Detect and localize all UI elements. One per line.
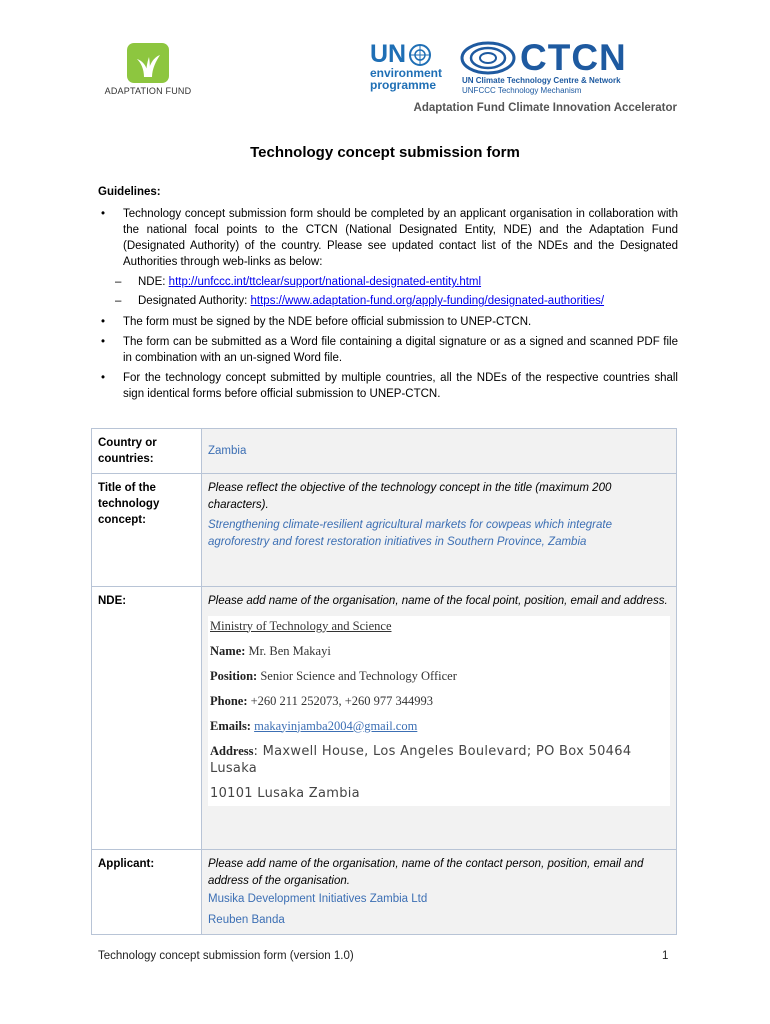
designated-authority-link[interactable]: https://www.adaptation-fund.org/apply-funding/designated-authorities/ — [250, 295, 605, 307]
table-row — [92, 850, 677, 935]
adaptation-fund-icon — [127, 43, 169, 83]
unep-logo — [370, 42, 452, 91]
applicant-hint: Please add name of the organisation, name of the contact person, position, email and address of the organisation. — [208, 858, 644, 887]
submission-form-table — [91, 428, 677, 935]
bullet-icon: • — [101, 336, 106, 348]
guideline-item — [98, 334, 678, 366]
unep-environment-text: environment — [370, 66, 443, 80]
dash-icon: – — [115, 276, 122, 288]
guideline-subitem-da — [98, 293, 678, 309]
nde-phone: +260 211 252073, +260 977 344993 — [250, 693, 434, 708]
adaptation-fund-label: ADAPTATION FUND — [104, 86, 192, 96]
nde-email-link[interactable]: makayinjamba2004@gmail.com — [254, 718, 418, 733]
ctcn-subtitle-2: UNFCCC Technology Mechanism — [462, 86, 582, 95]
applicant-label: Applicant: — [92, 850, 202, 935]
ctcn-wordmark: CTCN — [520, 37, 627, 78]
bullet-icon: • — [101, 208, 106, 220]
country-label: Country or countries: — [92, 429, 202, 474]
guideline-item — [98, 314, 678, 330]
country-field[interactable] — [202, 429, 677, 474]
ctcn-subtitle-1: UN Climate Technology Centre & Network — [462, 76, 621, 85]
nde-position-label: Position: — [210, 668, 258, 683]
nde-address-label: Address — [210, 743, 254, 758]
nde-address-line2: 10101 Lusaka Zambia — [210, 785, 360, 801]
adaptation-fund-logo — [98, 43, 198, 96]
ctcn-emblem-icon — [460, 41, 516, 75]
title-value: Strengthening climate-resilient agricultural markets for cowpeas which integrate agroforestry and forest restoration initiatives in Southern Province, Zambia — [208, 519, 612, 548]
un-emblem-icon — [409, 44, 431, 66]
guideline-text: For the technology concept submitted by multiple countries, all the NDEs of the respective countries shall sign identical forms before official submission to UNEP-CTCN. — [123, 372, 678, 400]
table-row — [92, 429, 677, 474]
applicant-contact-person: Reuben Banda — [208, 913, 285, 926]
unep-programme-text: programme — [370, 78, 437, 92]
nde-label: NDE: — [92, 587, 202, 850]
applicant-organisation: Musika Development Initiatives Zambia Ltd — [208, 893, 428, 905]
nde-address: : Maxwell House, Los Angeles Boulevard; PO Box 50464 Lusaka — [210, 743, 632, 776]
guidelines-list — [98, 206, 678, 406]
applicant-field[interactable] — [202, 850, 677, 935]
nde-hint: Please add name of the organisation, name of the focal point, position, email and address. — [208, 595, 668, 607]
title-field[interactable] — [202, 474, 677, 587]
footer-form-version: Technology concept submission form (version 1.0) — [98, 950, 354, 962]
nde-link-prefix: NDE: — [138, 276, 169, 288]
bullet-icon: • — [101, 372, 106, 384]
guideline-item — [98, 206, 678, 270]
title-label: Title of the technology concept: — [92, 474, 202, 587]
nde-link[interactable]: http://unfccc.int/ttclear/support/national-designated-entity.html — [168, 276, 482, 288]
ctcn-logo — [460, 37, 680, 96]
nde-name-label: Name: — [210, 643, 246, 658]
nde-name: Mr. Ben Makayi — [248, 643, 331, 658]
unep-un-text: UN — [370, 40, 407, 68]
guideline-subitem-nde — [98, 274, 678, 290]
page-title: Technology concept submission form — [250, 144, 520, 161]
guideline-item — [98, 370, 678, 402]
table-row — [92, 474, 677, 587]
guideline-text: The form can be submitted as a Word file containing a digital signature or as a signed and scanned PDF file in combination with an un-signed Word file. — [123, 336, 678, 364]
nde-details — [208, 616, 670, 806]
guidelines-heading: Guidelines: — [98, 186, 161, 198]
dash-icon: – — [115, 295, 122, 307]
da-link-prefix: Designated Authority: — [138, 295, 251, 307]
accelerator-header: Adaptation Fund Climate Innovation Accelerator — [413, 102, 677, 114]
footer-page-number: 1 — [662, 950, 669, 962]
nde-field[interactable] — [202, 587, 677, 850]
bullet-icon: • — [101, 316, 106, 328]
nde-phone-label: Phone: — [210, 693, 248, 708]
country-value: Zambia — [208, 445, 247, 457]
title-hint: Please reflect the objective of the technology concept in the title (maximum 200 characters). — [208, 482, 612, 511]
nde-emails-label: Emails: — [210, 718, 251, 733]
nde-position: Senior Science and Technology Officer — [260, 668, 457, 683]
table-row — [92, 587, 677, 850]
nde-organisation: Ministry of Technology and Science — [210, 618, 392, 633]
guideline-text: The form must be signed by the NDE before official submission to UNEP-CTCN. — [123, 316, 532, 328]
guideline-text: Technology concept submission form should be completed by an applicant organisation in collaboration with the national focal points to the CTCN (National Designated Entity, NDE) and the Adaptation Fund (Designated Authority) of the country. Please see updated contact list of the NDEs and the Designated Authorities through web-links as below: — [123, 208, 678, 268]
